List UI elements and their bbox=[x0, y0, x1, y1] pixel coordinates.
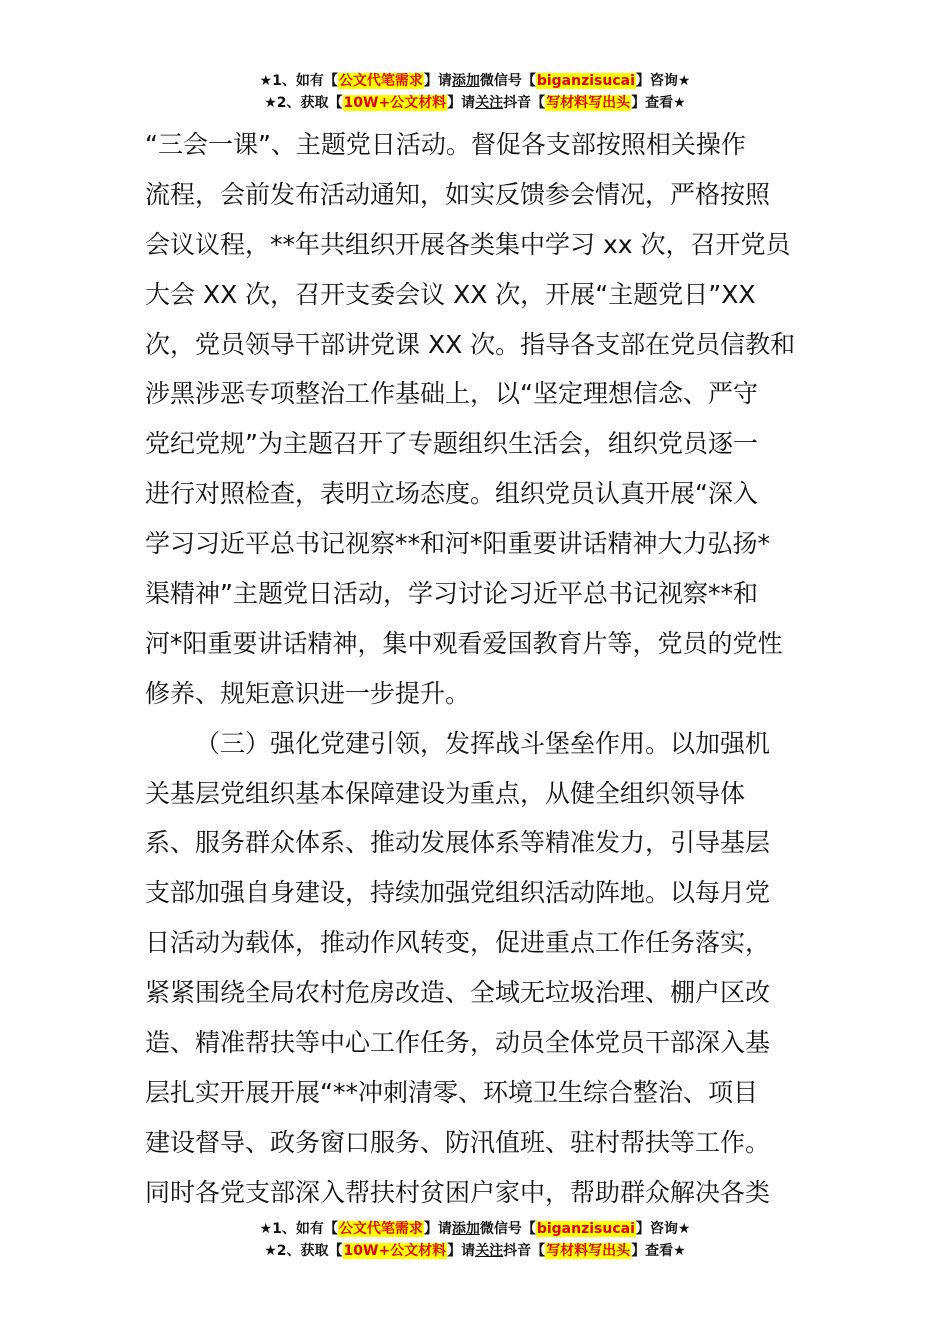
body-line: 系、服务群众体系、推动发展体系等精准发力，引导基层 bbox=[145, 828, 771, 858]
body-line: 渠精神”主题党日活动，学习讨论习近平总书记视察**和 bbox=[145, 579, 758, 609]
body-line: 关基层党组织基本保障建设为重点，从健全组织领导体 bbox=[145, 778, 746, 808]
body-line: 造、精准帮扶等中心工作任务，动员全体党员干部深入基 bbox=[145, 1028, 771, 1058]
body-line: 次，党员领导干部讲党课 XX 次。指导各支部在党员信教和 bbox=[145, 329, 796, 359]
body-line: 会议议程，**年共组织开展各类集中学习 xx 次，召开党员 bbox=[145, 229, 791, 259]
body-line: 建设督导、政务窗口服务、防汛值班、驻村帮扶等工作。 bbox=[145, 1127, 771, 1157]
footer-highlight-materials: 10W+公文材料 bbox=[343, 1243, 447, 1259]
body-line: 党纪党规”为主题召开了专题组织生活会，组织党员逐一 bbox=[145, 429, 758, 459]
body-line: 学习习近平总书记视察**和河*阳重要讲话精神大力弘扬* bbox=[145, 529, 771, 559]
body-line: 紧紧围绕全局农村危房改造、全域无垃圾治理、棚户区改 bbox=[145, 978, 771, 1008]
body-line: 进行对照检查，表明立场态度。组织党员认真开展“深入 bbox=[145, 479, 758, 509]
footer-banner-line-1: ★1、如有【公文代笔需求】请添加微信号【biganzisucai】咨询★ bbox=[259, 1221, 691, 1237]
section-heading-line: （三）强化党建引领，发挥战斗堡垒作用。以加强机 bbox=[195, 728, 771, 758]
body-line: 支部加强自身建设，持续加强党组织活动阵地。以每月党 bbox=[145, 878, 771, 908]
footer-highlight-wechat-id: biganzisucai bbox=[536, 1221, 635, 1237]
body-line: 层扎实开展开展“**冲刺清零、环境卫生综合整治、项目 bbox=[145, 1077, 758, 1107]
body-line: 修养、规矩意识进一步提升。 bbox=[145, 678, 471, 708]
body-line: 涉黑涉恶专项整治工作基础上，以“坚定理想信念、严守 bbox=[145, 379, 758, 409]
header-banner-line-2: ★2、获取【10W+公文材料】请关注抖音【写材料写出头】查看★ bbox=[264, 95, 686, 111]
header-highlight-materials: 10W+公文材料 bbox=[343, 95, 447, 111]
body-line: 河*阳重要讲话精神，集中观看爱国教育片等，党员的党性 bbox=[145, 628, 783, 658]
body-line: 大会 XX 次，召开支委会议 XX 次，开展“主题党日”XX bbox=[145, 279, 756, 309]
header-highlight-service: 公文代笔需求 bbox=[338, 73, 423, 89]
body-line: “三会一课”、主题党日活动。督促各支部按照相关操作 bbox=[145, 130, 746, 159]
header-banner-line-1: ★1、如有【公文代笔需求】请添加微信号【biganzisucai】咨询★ bbox=[259, 73, 691, 89]
body-line: 流程，会前发布活动通知，如实反馈参会情况，严格按照 bbox=[145, 179, 771, 209]
footer-banner-line-2: ★2、获取【10W+公文材料】请关注抖音【写材料写出头】查看★ bbox=[264, 1243, 686, 1259]
footer-banner bbox=[0, 1218, 950, 1262]
footer-highlight-service: 公文代笔需求 bbox=[338, 1221, 423, 1237]
document-body bbox=[145, 120, 810, 1218]
header-highlight-douyin-account: 写材料写出头 bbox=[546, 95, 631, 111]
header-banner bbox=[0, 70, 950, 114]
header-highlight-wechat-id: biganzisucai bbox=[536, 73, 635, 89]
footer-highlight-douyin-account: 写材料写出头 bbox=[546, 1243, 631, 1259]
body-line: 同时各党支部深入帮扶村贫困户家中，帮助群众解决各类 bbox=[145, 1177, 771, 1207]
body-line: 日活动为载体，推动作风转变，促进重点工作任务落实， bbox=[145, 928, 771, 958]
